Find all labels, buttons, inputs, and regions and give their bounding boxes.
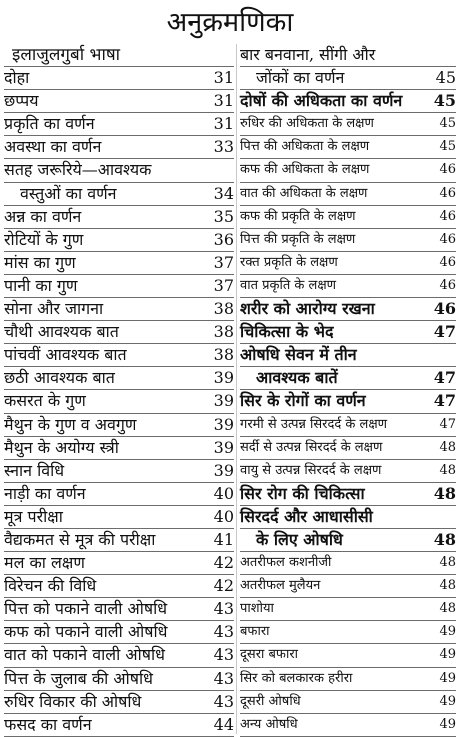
entry-title: मल का लक्षण — [4, 553, 85, 573]
entry-page-number: 48 — [439, 578, 456, 594]
entry-page-number: 35 — [213, 206, 234, 226]
entry-page-number: 48 — [439, 601, 456, 617]
entry-title: जोंकों का वर्णन — [256, 68, 345, 88]
toc-entry — [4, 298, 234, 321]
entry-title: रक्त प्रकृति के लक्षण — [240, 254, 338, 270]
entry-title: नाड़ी का वर्णन — [4, 483, 86, 503]
entry-page-number: 46 — [439, 185, 456, 201]
toc-entry — [240, 113, 456, 136]
toc-entry — [4, 344, 234, 367]
entry-page-number: 43 — [213, 668, 234, 688]
toc-entry — [240, 529, 456, 552]
entry-title: पित्त की अधिकता के लक्षण — [240, 139, 370, 155]
toc-entry — [4, 437, 234, 460]
toc-entry — [240, 275, 456, 298]
entry-title: बफारा — [240, 624, 270, 640]
entry-title: कफ को पकाने वाली ओषधि — [4, 622, 168, 642]
toc-entry — [4, 460, 234, 483]
entry-page-number: 49 — [439, 670, 456, 686]
entry-title: मूत्र परीक्षा — [4, 506, 63, 526]
toc-right-column — [240, 44, 456, 737]
entry-title: ओषधि सेवन में तीन — [240, 345, 357, 365]
entry-page-number: 40 — [213, 483, 234, 503]
entry-title: अन्न का वर्णन — [4, 206, 82, 226]
toc-entry — [4, 229, 234, 252]
entry-page-number: 38 — [213, 299, 234, 319]
toc-entry — [4, 552, 234, 575]
toc-entry — [240, 367, 456, 390]
entry-title: अन्य ओषधि — [240, 716, 298, 732]
entry-title: कफ की प्रकृति के लक्षण — [240, 208, 356, 224]
toc-entry — [4, 183, 234, 206]
toc-entry — [240, 621, 456, 644]
entry-page-number: 34 — [213, 183, 234, 203]
toc-entry — [240, 460, 456, 483]
entry-page-number: 31 — [213, 114, 234, 134]
entry-page-number: 47 — [439, 416, 456, 432]
entry-title: दोहा — [4, 68, 30, 88]
entry-page-number: 31 — [213, 91, 234, 111]
entry-page-number: 46 — [439, 277, 456, 293]
toc-entry — [4, 598, 234, 621]
toc-entry — [240, 437, 456, 460]
toc-entry — [240, 390, 456, 413]
entry-title: शरीर को आरोग्य रखना — [240, 299, 375, 319]
toc-entry — [240, 90, 456, 113]
entry-title: मैथुन के अयोग्य स्त्री — [4, 437, 119, 457]
entry-page-number: 49 — [439, 624, 456, 640]
entry-title: पाशोया — [240, 601, 274, 617]
column-divider — [236, 44, 237, 734]
toc-entry — [240, 483, 456, 506]
toc-entry — [4, 206, 234, 229]
toc-entry — [240, 252, 456, 275]
toc-entry — [4, 483, 234, 506]
toc-entry — [4, 252, 234, 275]
entry-title: दोषों की अधिकता का वर्णन — [240, 91, 403, 111]
toc-entry — [240, 44, 456, 67]
entry-title: सिर रोग की चिकित्सा — [240, 483, 365, 503]
entry-page-number: 48 — [439, 439, 456, 455]
entry-page-number: 31 — [213, 68, 234, 88]
toc-entry — [240, 344, 456, 367]
entry-page-number: 43 — [213, 645, 234, 665]
toc-entry — [240, 668, 456, 691]
entry-page-number: 37 — [213, 252, 234, 272]
entry-page-number: 47 — [433, 391, 456, 411]
entry-page-number: 39 — [213, 460, 234, 480]
entry-page-number: 45 — [439, 116, 456, 132]
toc-entry — [240, 67, 456, 90]
entry-page-number: 43 — [213, 622, 234, 642]
entry-page-number: 36 — [213, 229, 234, 249]
entry-title: अतरीफल कशनीजी — [240, 555, 332, 571]
entry-title: चौथी आवश्यक बात — [4, 322, 119, 342]
toc-entry — [240, 714, 456, 737]
entry-page-number: 46 — [439, 231, 456, 247]
toc-entry — [4, 275, 234, 298]
entry-page-number: 45 — [435, 68, 456, 88]
entry-title: विरेचन की विधि — [4, 576, 97, 596]
entry-title: रोटियों के गुण — [4, 229, 84, 249]
toc-entry — [240, 414, 456, 437]
entry-title: गरमी से उत्पन्न सिरदर्द के लक्षण — [240, 416, 388, 432]
entry-page-number: 48 — [433, 483, 456, 503]
toc-entry — [4, 67, 234, 90]
entry-page-number: 49 — [439, 716, 456, 732]
entry-page-number: 43 — [213, 599, 234, 619]
entry-title: वस्तुओं का वर्णन — [20, 183, 117, 203]
entry-title: अतरीफल मुलैयन — [240, 578, 321, 594]
toc-entry — [4, 575, 234, 598]
toc-entry — [4, 714, 234, 737]
entry-page-number: 39 — [213, 437, 234, 457]
entry-title: पानी का गुण — [4, 275, 78, 295]
entry-title: इलाजुलगुर्बा भाषा — [12, 45, 121, 65]
entry-title: बार बनवाना, सींगी और — [240, 45, 376, 64]
entry-page-number: 47 — [433, 322, 456, 342]
toc-entry — [240, 644, 456, 667]
entry-page-number: 44 — [213, 714, 234, 734]
entry-title: अवस्था का वर्णन — [4, 137, 102, 157]
toc-entry — [240, 229, 456, 252]
toc-entry — [4, 414, 234, 437]
entry-page-number: 39 — [213, 414, 234, 434]
entry-title: पांचवीं आवश्यक बात — [4, 345, 127, 365]
section-heading — [4, 44, 234, 67]
entry-page-number: 46 — [433, 299, 456, 319]
entry-title: दूसरी ओषधि — [240, 693, 301, 709]
entry-page-number: 49 — [439, 693, 456, 709]
toc-entry — [240, 206, 456, 229]
toc-entry — [240, 321, 456, 344]
entry-title: वैद्यकमत से मूत्र की परीक्षा — [4, 529, 156, 549]
entry-page-number: 48 — [439, 555, 456, 571]
toc-entry — [4, 621, 234, 644]
toc-entry — [4, 390, 234, 413]
entry-title: सिर के रोगों का वर्णन — [240, 391, 366, 411]
entry-page-number: 45 — [433, 91, 456, 111]
entry-title: प्रकृति का वर्णन — [4, 114, 95, 134]
toc-entry — [4, 506, 234, 529]
toc-entry — [240, 598, 456, 621]
entry-title: वात की अधिकता के लक्षण — [240, 185, 368, 201]
toc-entry — [4, 367, 234, 390]
entry-title: मांस का गुण — [4, 252, 76, 272]
toc-entry — [4, 644, 234, 667]
entry-page-number: 37 — [213, 275, 234, 295]
toc-entry — [240, 506, 456, 529]
toc-entry — [4, 668, 234, 691]
entry-page-number: 48 — [433, 529, 456, 549]
entry-page-number: 33 — [213, 137, 234, 157]
page-title: अनुक्रमणिका — [166, 7, 294, 38]
entry-title: रुधिर विकार की ओषधि — [4, 691, 142, 711]
toc-entry — [240, 552, 456, 575]
entry-title: छप्पय — [4, 91, 39, 111]
toc-entry — [240, 159, 456, 182]
entry-title: कसरत के गुण — [4, 391, 86, 411]
entry-title: मैथुन के गुण व अवगुण — [4, 414, 137, 434]
entry-title: पित्त की प्रकृति के लक्षण — [240, 231, 356, 247]
entry-title: दूसरा बफारा — [240, 647, 299, 663]
entry-page-number: 47 — [433, 368, 456, 388]
entry-page-number: 42 — [213, 576, 234, 596]
toc-entry — [240, 136, 456, 159]
entry-title: के लिए ओषधि — [256, 529, 343, 549]
entry-title: सतह जरूरिये—आवश्यक — [4, 160, 152, 180]
entry-title: सिरदर्द और आधासीसी — [240, 506, 373, 526]
entry-page-number: 39 — [213, 391, 234, 411]
toc-entry — [4, 321, 234, 344]
toc-entry — [4, 159, 234, 182]
entry-title: सिर को बलकारक हरीरा — [240, 670, 353, 686]
entry-page-number: 38 — [213, 322, 234, 342]
toc-entry — [4, 136, 234, 159]
entry-title: फसद का वर्णन — [4, 714, 92, 734]
toc-entry — [240, 691, 456, 714]
entry-page-number: 40 — [213, 506, 234, 526]
entry-page-number: 45 — [439, 139, 456, 155]
entry-title: वात को पकाने वाली ओषधि — [4, 645, 165, 665]
entry-page-number: 46 — [439, 208, 456, 224]
entry-page-number: 49 — [439, 647, 456, 663]
entry-title: सर्दी से उत्पन्न सिरदर्द के लक्षण — [240, 439, 383, 455]
entry-page-number: 42 — [213, 553, 234, 573]
entry-page-number: 41 — [213, 529, 234, 549]
entry-title: पित्त के जुलाब की ओषधि — [4, 668, 153, 688]
entry-title: रुधिर की अधिकता के लक्षण — [240, 116, 374, 132]
toc-entry — [4, 90, 234, 113]
toc-entry — [240, 183, 456, 206]
entry-page-number: 39 — [213, 368, 234, 388]
toc-entry — [4, 529, 234, 552]
entry-page-number: 43 — [213, 691, 234, 711]
entry-title: पित्त को पकाने वाली ओषधि — [4, 599, 168, 619]
entry-title: वात प्रकृति के लक्षण — [240, 277, 337, 293]
entry-title: स्नान विधि — [4, 460, 65, 480]
toc-entry — [240, 575, 456, 598]
toc-entry — [4, 691, 234, 714]
toc-left-column — [4, 44, 234, 737]
entry-page-number: 48 — [439, 462, 456, 478]
entry-page-number: 38 — [213, 345, 234, 365]
entry-title: चिकित्सा के भेद — [240, 322, 334, 342]
entry-title: आवश्यक बातें — [256, 368, 338, 388]
entry-title: वायु से उत्पन्न सिरदर्द के लक्षण — [240, 462, 382, 478]
entry-title: कफ की अधिकता के लक्षण — [240, 162, 370, 178]
toc-entry — [240, 298, 456, 321]
entry-title: छठी आवश्यक बात — [4, 368, 115, 388]
entry-page-number: 46 — [439, 254, 456, 270]
entry-page-number: 46 — [439, 162, 456, 178]
toc-entry — [4, 113, 234, 136]
entry-title: सोना और जागना — [4, 299, 104, 319]
